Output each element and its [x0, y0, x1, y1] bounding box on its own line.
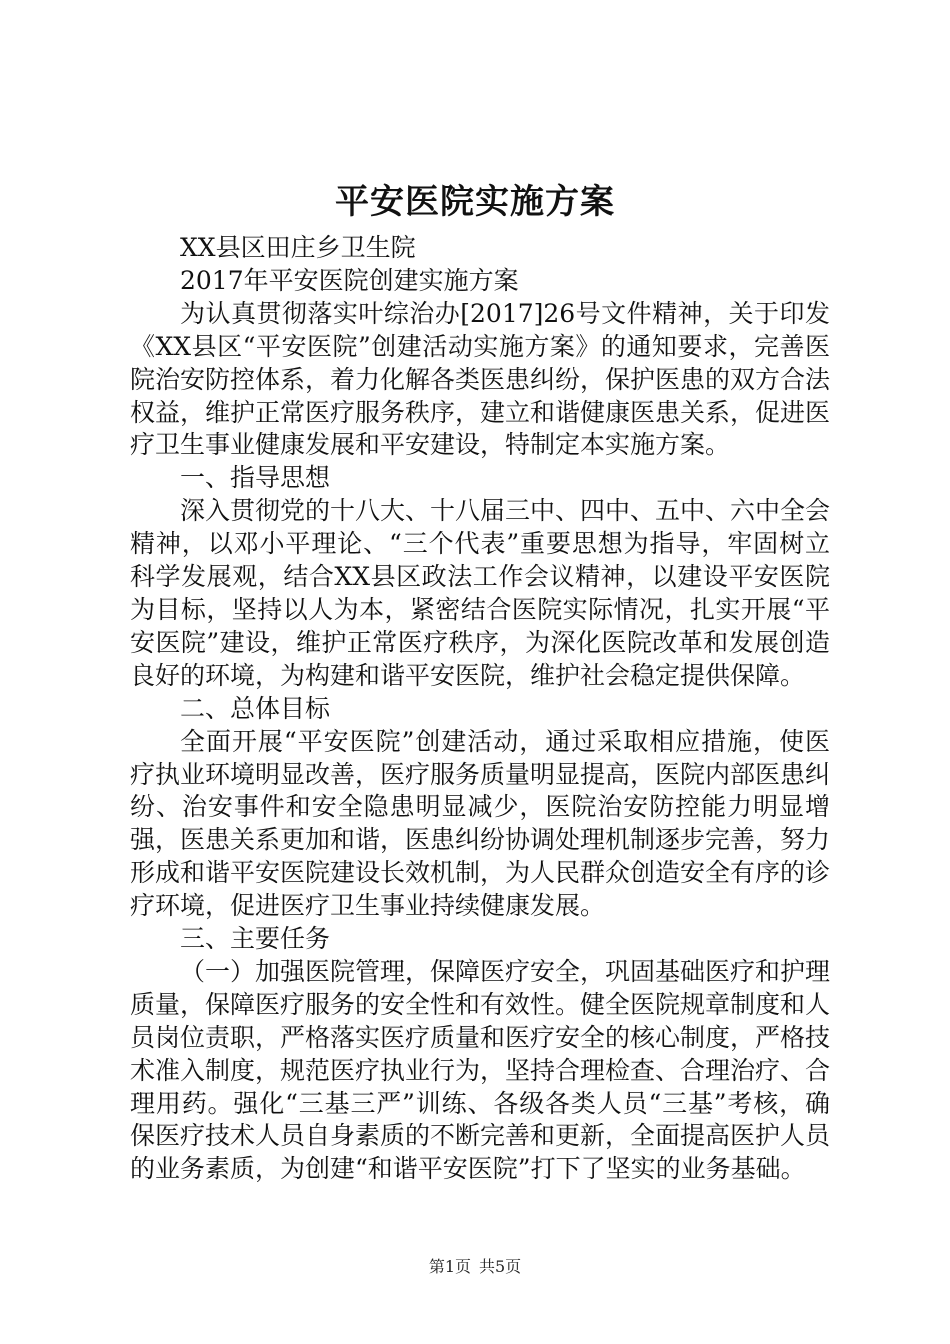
- overall-goal-paragraph: 全面开展“平安医院”创建活动，通过采取相应措施，使医疗执业环境明显改善，医疗服务质量明显提高，医院内部医患纠纷、治安事件和安全隐患明显减少，医院治安防控能力明显增强，医患关系更加和谐，医患纠纷协调处理机制逐步完善，努力形成和谐平安医院建设长效机制，为人民群众创造安全有序的诊疗环境，促进医疗卫生事业持续健康发展。: [130, 726, 831, 921]
- guiding-ideology-paragraph: 深入贯彻党的十八大、十八届三中、四中、五中、六中全会精神，以邓小平理论、“三个代表”重要思想为指导，牢固树立科学发展观，结合XX县区政法工作会议精神，以建设平安医院为目标，坚持以人为本，紧密结合医院实际情况，扎实开展“平安医院”建设，维护正常医疗秩序，为深化医院改革和发展创造良好的环境，为构建和谐平安医院，维护社会稳定提供保障。: [130, 496, 831, 690]
- page-total: 共5页: [479, 1257, 522, 1276]
- organization-line: XX县区田庄乡卫生院: [180, 233, 416, 262]
- section-heading-guiding-ideology: 一、指导思想: [180, 463, 331, 493]
- document-body: [130, 232, 830, 1186]
- page-number: 第1页: [428, 1257, 471, 1276]
- page-footer: [0, 1256, 950, 1278]
- section-heading-main-tasks: 三、主要任务: [180, 924, 331, 954]
- document-title: 平安医院实施方案: [335, 182, 615, 222]
- intro-paragraph: 为认真贯彻落实叶综治办[2017]26号文件精神，关于印发《XX县区“平安医院”创建活动实施方案》的通知要求，完善医院治安防控体系，着力化解各类医患纠纷，保护医患的双方合法权益，维护正常医疗服务秩序，建立和谐健康医患关系，促进医疗卫生事业健康发展和平安建设，特制定本实施方案。: [130, 298, 831, 460]
- main-task-1-paragraph: （一）加强医院管理，保障医疗安全，巩固基础医疗和护理质量，保障医疗服务的安全性和有效性。健全医院规章制度和人员岗位责职，严格落实医疗质量和医疗安全的核心制度，严格技术准入制度，规范医疗执业行为，坚持合理检查、合理治疗、合理用药。强化“三基三严”训练、各级各类人员“三基”考核，确保医疗技术人员自身素质的不断完善和更新，全面提高医护人员的业务素质，为创建“和谐平安医院”打下了坚实的业务基础。: [130, 956, 831, 1184]
- section-heading-overall-goal: 二、总体目标: [180, 693, 331, 723]
- plan-subtitle: 2017年平安医院创建实施方案: [180, 265, 519, 295]
